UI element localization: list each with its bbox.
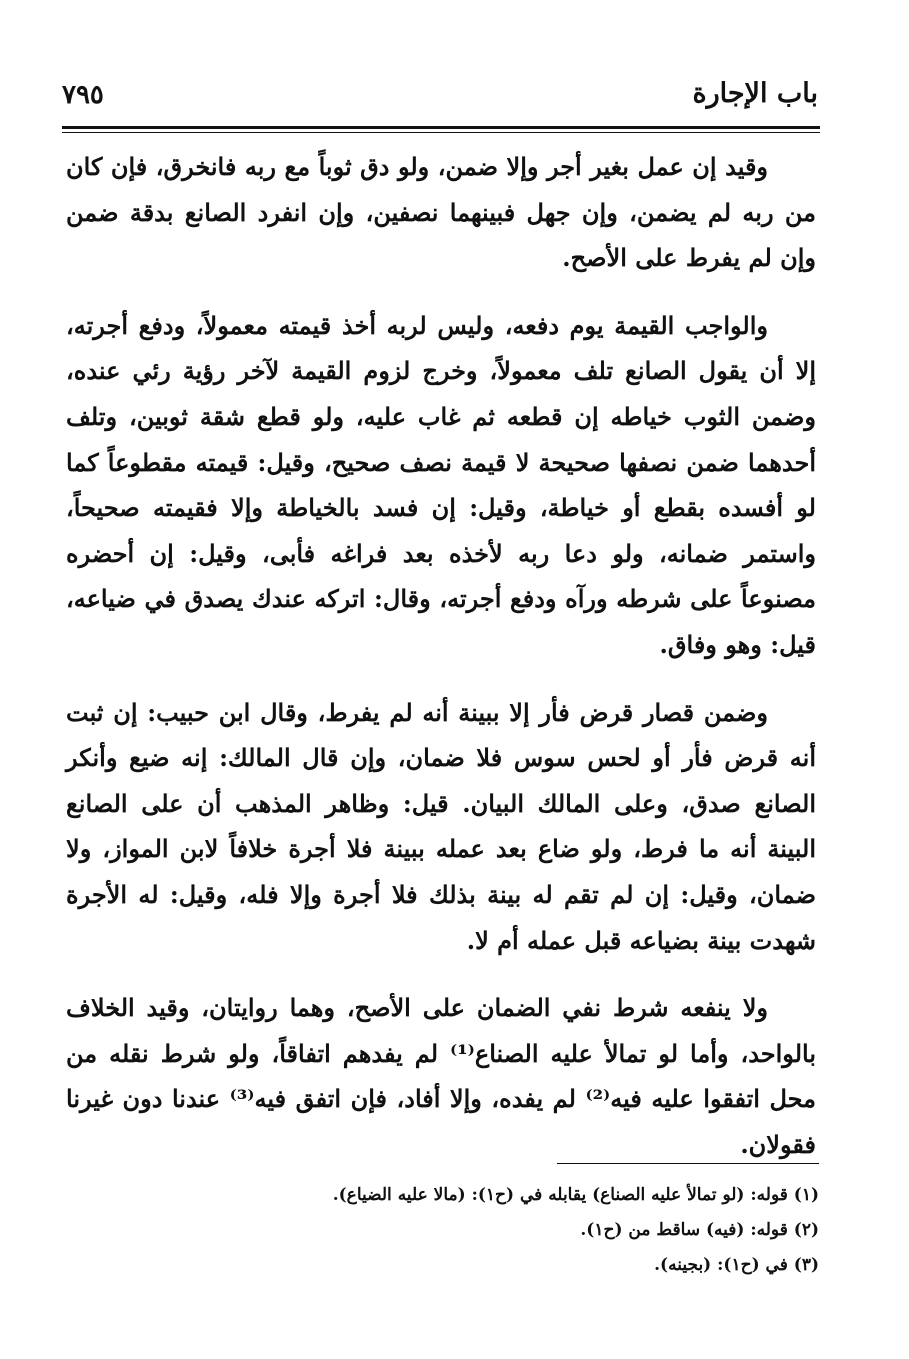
chapter-title: باب الإجارة — [692, 78, 818, 109]
footnote-separator — [557, 1163, 819, 1164]
page-number: ٧٩٥ — [62, 80, 104, 110]
paragraph: وضمن قصار قرض فأر إلا ببينة أنه لم يفرط، وقال ابن حبيب: إن ثبت أنه قرض فأر أو لحس سوس فلا ضمان، وإن قال المالك: إنه ضيع وأنكر الصانع صدق، وعلى المالك البيان. قيل: وظاهر المذهب أن على الصانع البينة أنه ما فرط، ولو ضاع بعد عمله ببينة فلا أجرة خلافاً لابن المواز، ولا ضمان، وقيل: إن لم تقم له بينة بذلك فلا أجرة وإلا فله، وقيل: له الأجرة شهدت بينة بضياعه قبل عمله أم لا. — [66, 697, 816, 955]
main-text — [66, 144, 816, 1167]
running-header — [62, 72, 818, 122]
paragraph: والواجب القيمة يوم دفعه، وليس لربه أخذ قيمته معمولاً، ودفع أجرته، إلا أن يقول الصانع تلف معمولاً، وخرج لزوم القيمة لآخر رؤية رئي عنده، وضمن الثوب خياطه إن قطعه ثم غاب عليه، ولو قطع شقة ثوبين، وتلف أحدهما ضمن نصفها صحيحة لا قيمة نصف صحيح، وقيل: قيمته مقطوعاً كما لو أفسده بقطع أو خياطة، وقيل: إن فسد بالخياطة وإلا فقيمته صحيحاً، واستمر ضمانه، ولو دعا ربه لأخذه بعد فراغه فأبى، وقيل: إن أحضره مصنوعاً على شرطه ورآه ودفع أجرته، وقال: اتركه عندك يصدق في ضياعه، قيل: وهو وفاق. — [66, 310, 816, 659]
paragraph: وقيد إن عمل بغير أجر وإلا ضمن، ولو دق ثوباً مع ربه فانخرق، فإن كان من ربه لم يضمن، وإن جهل فبينهما نصفين، وإن انفرد الصانع بدقة ضمن وإن لم يفرط على الأصح. — [66, 152, 816, 273]
footnote: (٣) في (ح١): (بجينه). — [654, 1255, 819, 1275]
footnotes — [99, 1178, 819, 1283]
footnote: (٢) قوله: (فيه) ساقط من (ح١). — [580, 1220, 819, 1240]
footnote: (١) قوله: (لو تمالأ عليه الصناع) يقابله في (ح١): (مالا عليه الضياع). — [332, 1185, 819, 1205]
paragraph: ولا ينفعه شرط نفي الضمان على الأصح، وهما روايتان، وقيد الخلاف بالواحد، وأما لو تمالأ عليه الصناع⁽¹⁾ لم يفدهم اتفاقاً، ولو شرط نقله من محل اتفقوا عليه فيه⁽²⁾ لم يفده، وإلا أفاد، فإن اتفق فيه⁽³⁾ عندنا دون غيرنا فقولان. — [66, 993, 817, 1159]
header-rule-thin — [62, 132, 820, 133]
header-rule-thick — [62, 126, 820, 129]
